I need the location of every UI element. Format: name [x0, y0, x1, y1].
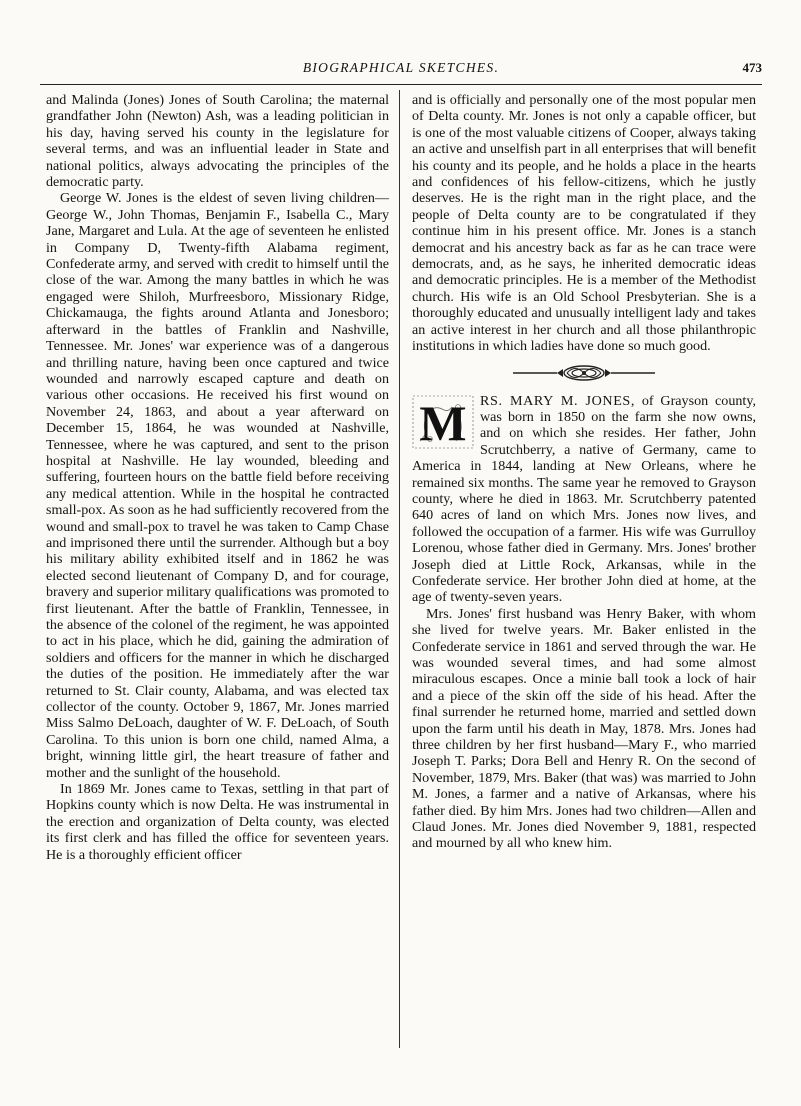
paragraph: George W. Jones is the eldest of seven living children—George W., John Thomas, Benjamin F., Isabella C., Mary Jane, Margaret and Lula. At the age of seventeen he enlisted in Company D, Twenty-fifth Alabama regiment, Confederate army, and served with credit to himself until the close of the war. Among the many battles in which he was engaged were Shiloh, Murfreesboro, Missionary Ridge, Chickamauga, the fights around Atlanta and Jonesboro; afterward in the battles of Franklin and Nashville, Tennessee. Mr. Jones' war experience was of a dangerous and thrilling nature, having been once captured and twice wounded and narrowly escaped capture and death on various other occasions. He received his first wound on November 24, 1863, and about a year afterward on December 15, 1864, he was wounded at Nashville, Tennessee, where he was captured, and sent to the prison hospital at Nashville. He lay wounded, bleeding and suffering, fourteen hours on the battle field before receiving any medical attention. While in the hospital he contracted small-pox. As soon as he had sufficiently recovered from the wound and small-pox to travel he was taken to Camp Chase and imprisoned there until the surrender. Although but a boy his military ability exhibited itself and in 1862 he was elected second lieutenant of Company D, and for courage, bravery and superior military qualifications was promoted to first lieutenant. After the battle of Franklin, Tennessee, in the absence of the colonel of the regiment, he was appointed to act in his place, which he did, gaining the admiration of soldiers and officers for the manner in which he discharged the duties of the position. He immediately after the war returned to St. Clair county, Alabama, and was elected tax collector of the county. October 9, 1867, Mr. Jones married Miss Salmo DeLoach, daughter of W. F. DeLoach, of South Carolina. To this union is born one child, named Alma, a bright, winning little girl, the heart treasure of father and mother and the sunlight of the household.: [46, 190, 389, 781]
left-column: [46, 92, 389, 863]
running-title: BIOGRAPHICAL SKETCHES.: [302, 60, 500, 75]
header-rule: [40, 84, 762, 85]
paragraph: Mrs. Jones' first husband was Henry Baker, with whom she lived for twelve years. Mr. Baker enlisted in the Confederate service in 1861 and served through the war. He was wounded several times, and had some almost miraculous escapes. Once a minie ball took a lock of hair and a piece of the skin off the side of his head. After the final surrender he returned home, married and settled down upon the farm until his death in May, 1878. Mrs. Jones had three children by her first husband—Mary F., who married Joseph T. Parks; Dora Bell and Henry R. On the second of November, 1879, Mrs. Baker (that was) was married to John M. Jones, a farmer and a native of Arkansas, where his father died. By him Mrs. Jones had two children—Allen and Claud Jones. Mr. Jones died November 9, 1881, respected and mourned by all who knew him.: [412, 605, 756, 852]
paragraph: In 1869 Mr. Jones came to Texas, settling in that part of Hopkins county which is now Delta. He was instrumental in the erection and organization of Delta county, was elected its first clerk and has filled the office for seventeen years. He is a thoroughly efficient officer: [46, 781, 389, 863]
article-mary-m-jones: [412, 393, 756, 852]
article-heading-name: RS. MARY M. JONES,: [480, 392, 635, 409]
section-ornament: [412, 359, 756, 387]
ornament-flourish-icon: [509, 362, 659, 384]
svg-text:M: M: [419, 394, 467, 449]
article-opening-text: of Grayson county, was born in 1850 on the farm she now owns, and on which she resides. Her father, John Scrutchberry, a native of Germany, came to America in 1844, landing at New Orleans, where he remained six months. The same year he removed to Grayson county, where he died in 1863. Mr. Scrutchberry patented 640 acres of land on which Mrs. Jones now lives, and followed the occupation of a farmer. His wife was Gurrulloy Lorenou, whose father died in Germany. Mrs. Jones' brother Joseph died at Little Rock, Arkansas, while in the Confederate service. Her brother John died at home, at the age of twenty-seven years.: [412, 392, 756, 606]
column-divider: [399, 90, 400, 1048]
paragraph: and Malinda (Jones) Jones of South Carolina; the maternal grandfather John (Newton) Ash, was a leading politician in his day, having served his county in the legislature for several terms, and was an influential leader in State and national politics, always advocating the principles of the democratic party.: [46, 92, 389, 191]
page-number: 473: [742, 60, 762, 75]
paragraph: and is officially and personally one of the most popular men of Delta county. Mr. Jones is not only a capable officer, but is one of the most valuable citizens of Cooper, always taking an active and unselfish part in all enterprises that will benefit his county and its people, and he holds a place in the hearts and confidences of his fellow-citizens, which he justly deserves. He is the right man in the right place, and the people of Delta county are to be congratulated if they continue him in his present office. Mr. Jones is a stanch democrat and his ancestry back as far as he can trace were democrats, and, as he says, he inherited democratic ideas and democratic principles. He is a member of the Methodist church. His wife is an Old School Presbyterian. She is a thoroughly educated and unusually intelligent lady and takes an active interest in her church and all those philanthropic institutions in which ladies have done so much good.: [412, 92, 756, 355]
dropcap-m-icon: [412, 395, 474, 449]
page-header: [40, 60, 762, 84]
right-column: [412, 92, 756, 852]
